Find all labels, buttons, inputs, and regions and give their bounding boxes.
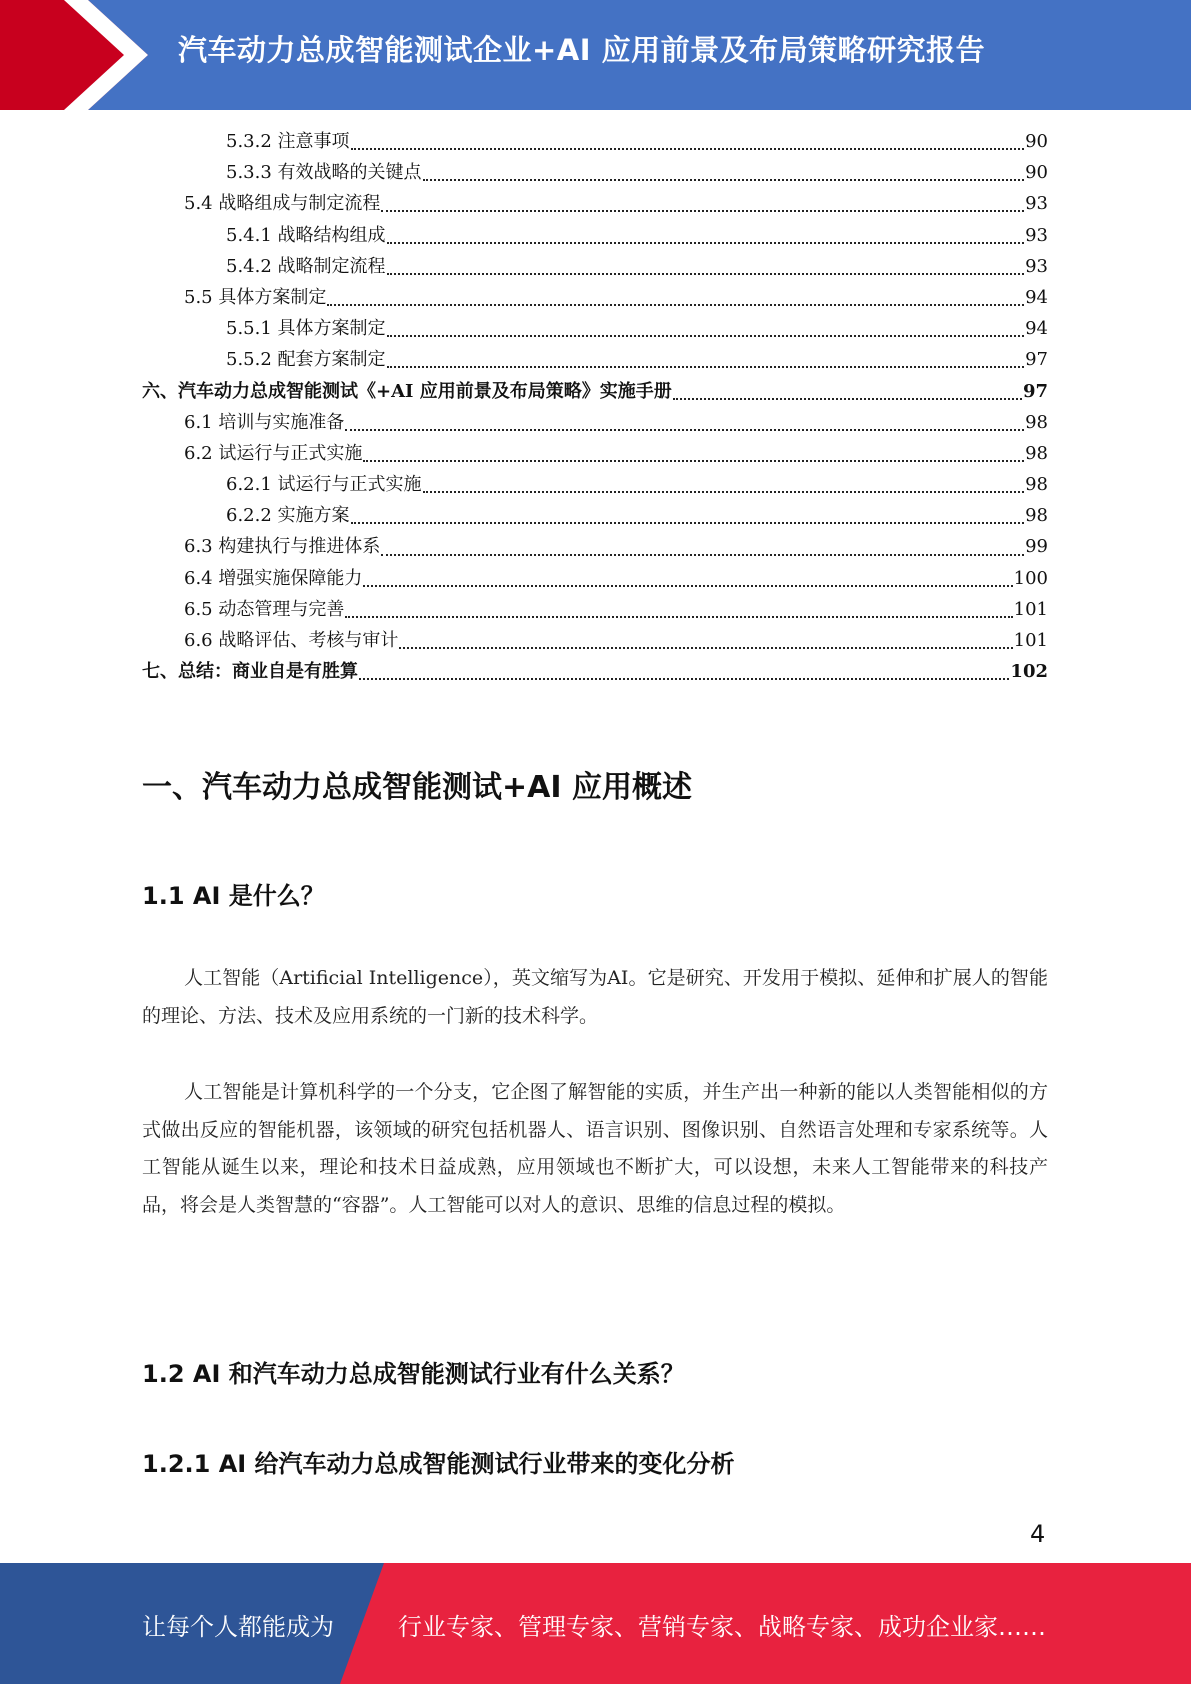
page-number: 4: [1030, 1520, 1046, 1548]
toc-dot-leader: [351, 147, 1025, 150]
toc-dot-leader: [345, 428, 1024, 431]
toc-entry-label: 5.5.2 配套方案制定: [226, 349, 386, 371]
toc-dot-leader: [399, 646, 1012, 649]
toc-dot-leader: [673, 397, 1022, 400]
page-header: [0, 0, 1191, 110]
toc-dot-leader: [363, 459, 1024, 462]
report-title: 汽车动力总成智能测试企业+AI 应用前景及布局策略研究报告: [178, 33, 986, 67]
toc-entry[interactable]: [142, 532, 1048, 563]
toc-entry-page: 98: [1025, 442, 1048, 464]
toc-entry-label: 6.3 构建执行与推进体系: [184, 536, 381, 558]
toc-entry[interactable]: [142, 283, 1048, 314]
toc-entry-page: 102: [1010, 661, 1048, 683]
toc-dot-leader: [363, 584, 1012, 587]
toc-entry-page: 98: [1025, 411, 1048, 433]
paragraph-ai-branch: 人工智能是计算机科学的一个分支，它企图了解智能的实质，并生产出一种新的能以人类智能相似的方式做出反应的智能机器，该领域的研究包括机器人、语言识别、图像识别、自然语言处理和专家系统等。人工智能从诞生以来，理论和技术日益成熟，应用领域也不断扩大，可以设想，未来人工智能带来的科技产品，将会是人类智慧的“容器”。人工智能可以对人的意识、思维的信息过程的模拟。: [142, 1081, 1048, 1216]
toc-entry[interactable]: [142, 657, 1048, 688]
toc-entry-page: 101: [1013, 598, 1048, 620]
section-heading: 一、汽车动力总成智能测试+AI 应用概述: [142, 770, 692, 805]
toc-dot-leader: [345, 615, 1012, 618]
toc-entry[interactable]: [142, 439, 1048, 470]
toc-entry[interactable]: [142, 564, 1048, 595]
subsection-heading-1-2: 1.2 AI 和汽车动力总成智能测试行业有什么关系？: [142, 1360, 685, 1388]
toc-entry-label: 5.3.2 注意事项: [226, 131, 350, 152]
toc-entry-page: 100: [1013, 567, 1048, 589]
subsection-heading-1-2-1: 1.2.1 AI 给汽车动力总成智能测试行业带来的变化分析: [142, 1450, 735, 1478]
footer-slogan-right: 行业专家、管理专家、营销专家、战略专家、成功企业家……: [398, 1613, 1046, 1641]
toc-entry-label: 5.5.1 具体方案制定: [226, 318, 386, 340]
toc-dot-leader: [423, 178, 1025, 181]
toc-entry[interactable]: [142, 377, 1048, 408]
toc-dot-leader: [351, 521, 1025, 524]
toc-entry[interactable]: [142, 189, 1048, 220]
toc-entry[interactable]: [142, 221, 1048, 252]
toc-entry[interactable]: [142, 127, 1048, 158]
toc-entry[interactable]: [142, 252, 1048, 283]
toc-entry-page: 93: [1025, 255, 1048, 277]
toc-entry-page: 90: [1025, 131, 1048, 152]
toc-entry-label: 5.4.1 战略结构组成: [226, 224, 386, 246]
toc-entry-page: 98: [1025, 505, 1048, 527]
toc-dot-leader: [387, 334, 1025, 337]
toc-entry[interactable]: [142, 158, 1048, 189]
footer-slogan-left: 让每个人都能成为: [142, 1613, 334, 1641]
toc-entry-label: 6.5 动态管理与完善: [184, 598, 345, 620]
page-footer: [0, 1563, 1191, 1684]
toc-dot-leader: [359, 677, 1009, 680]
toc-entry-page: 101: [1013, 630, 1048, 651]
toc-entry-page: 94: [1025, 318, 1048, 340]
toc-entry-page: 93: [1025, 224, 1048, 246]
toc-entry-page: 93: [1025, 193, 1048, 215]
toc-entry-page: 99: [1025, 536, 1048, 558]
subsection-heading-1-1: 1.1 AI 是什么？: [142, 882, 325, 910]
toc-dot-leader: [423, 490, 1025, 493]
toc-entry-label: 5.5 具体方案制定: [184, 286, 327, 308]
toc-entry-label: 七、总结：商业自是有胜算: [142, 661, 358, 683]
toc-entry-page: 98: [1025, 474, 1048, 496]
toc-entry-label: 5.3.3 有效战略的关键点: [226, 162, 422, 184]
toc-entry[interactable]: [142, 470, 1048, 501]
toc-entry-label: 6.2.1 试运行与正式实施: [226, 474, 422, 496]
toc-dot-leader: [327, 303, 1024, 306]
toc-dot-leader: [381, 209, 1024, 212]
toc-entry-label: 5.4.2 战略制定流程: [226, 255, 386, 277]
toc-dot-leader: [387, 241, 1025, 244]
toc-entry-label: 6.4 增强实施保障能力: [184, 567, 363, 589]
toc-entry-label: 六、汽车动力总成智能测试《+AI 应用前景及布局策略》实施手册: [142, 380, 672, 402]
toc-entry-label: 5.4 战略组成与制定流程: [184, 193, 381, 215]
toc-entry[interactable]: [142, 345, 1048, 376]
toc-entry[interactable]: [142, 314, 1048, 345]
toc-entry[interactable]: [142, 501, 1048, 532]
toc-entry[interactable]: [142, 595, 1048, 626]
paragraph-ai-definition: 人工智能（Artificial Intelligence），英文缩写为AI。它是研究、开发用于模拟、延伸和扩展人的智能的理论、方法、技术及应用系统的一门新的技术科学。: [142, 967, 1048, 1027]
toc-entry-page: 97: [1022, 380, 1048, 402]
toc-entry-page: 90: [1025, 162, 1048, 184]
toc-entry-label: 6.1 培训与实施准备: [184, 411, 345, 433]
toc-entry-label: 6.6 战略评估、考核与审计: [184, 630, 399, 651]
toc-entry[interactable]: [142, 408, 1048, 439]
toc-dot-leader: [387, 272, 1025, 275]
toc-entry[interactable]: [142, 626, 1048, 657]
toc-entry-page: 94: [1025, 286, 1048, 308]
toc-dot-leader: [381, 553, 1024, 556]
toc-entry-page: 97: [1025, 349, 1048, 371]
table-of-contents: [142, 127, 1048, 688]
toc-dot-leader: [387, 365, 1025, 368]
toc-entry-label: 6.2.2 实施方案: [226, 505, 350, 527]
toc-entry-label: 6.2 试运行与正式实施: [184, 442, 363, 464]
